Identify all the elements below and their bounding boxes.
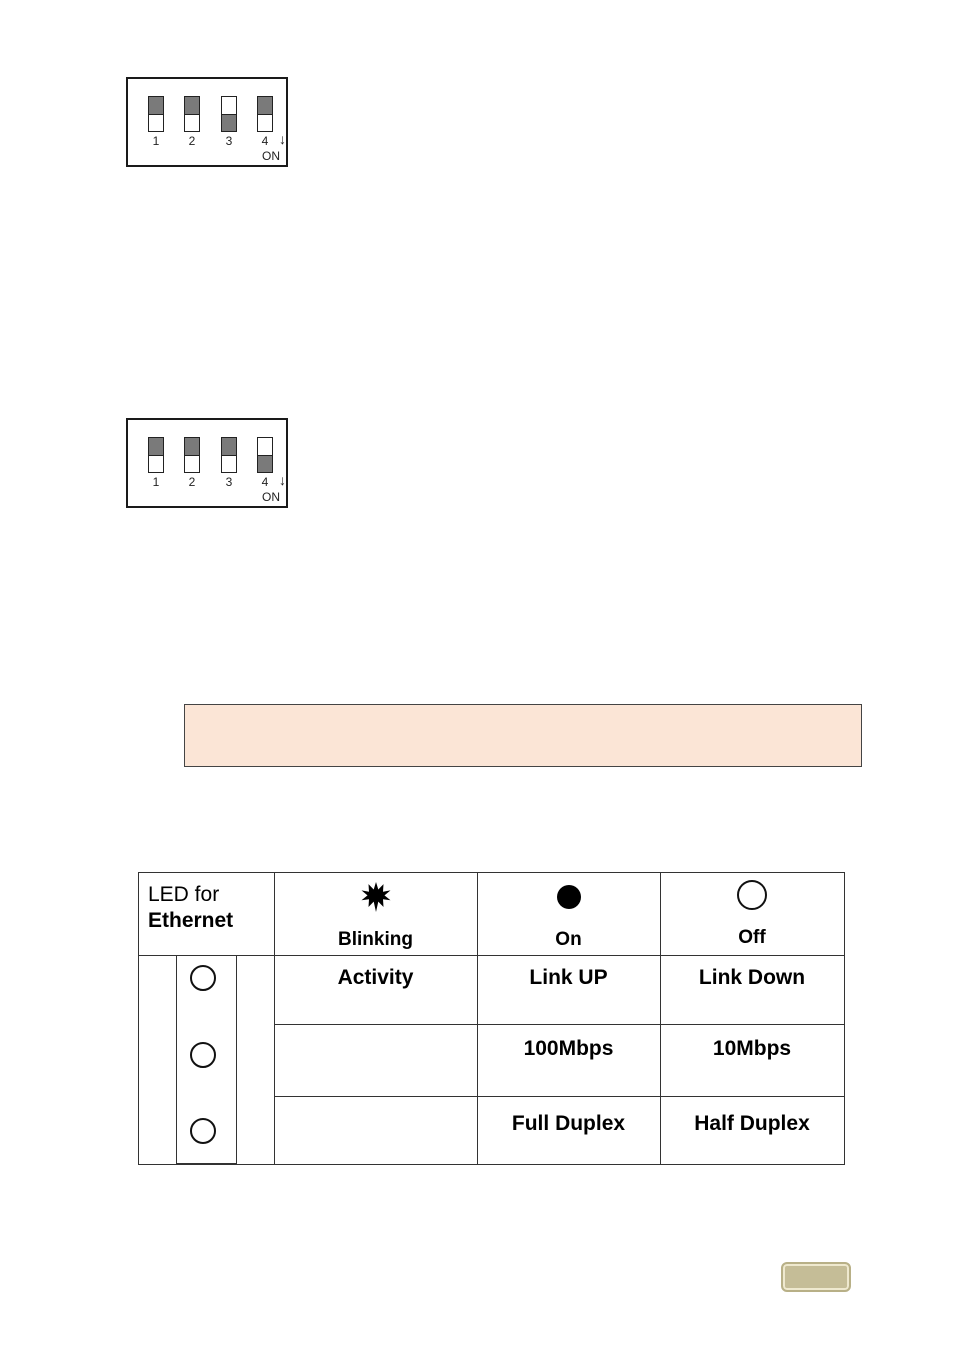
- dip-on-label: ON: [262, 149, 280, 163]
- filled-circle-icon: [557, 885, 581, 909]
- down-arrow-icon: ↓: [279, 472, 286, 488]
- dip-switch-1-knob: [148, 96, 164, 132]
- led-table-title-line1: LED for: [148, 883, 220, 906]
- note-box: [184, 704, 862, 767]
- dip-switch-number: 1: [152, 134, 160, 148]
- table-line: [274, 1024, 845, 1025]
- dip-switch-diagram-2: [126, 418, 288, 508]
- dip-switch-2-knob: [184, 96, 200, 132]
- dip-switch-number: 1: [152, 475, 160, 489]
- dip-switch-3-knob: [221, 96, 237, 132]
- cell-off-row2: 10Mbps: [712, 1037, 792, 1060]
- table-line: [138, 1164, 845, 1165]
- led-circle-icon: [190, 1118, 216, 1144]
- dip-switch-2-knob: [184, 437, 200, 473]
- dip-on-label: ON: [262, 490, 280, 504]
- led-circle-icon: [190, 1042, 216, 1068]
- cell-on-row3: Full Duplex: [511, 1112, 626, 1135]
- dip-switch-number: 2: [188, 475, 196, 489]
- table-line: [844, 872, 845, 1165]
- header-off: Off: [738, 927, 766, 948]
- dip-switch-number: 4: [261, 134, 269, 148]
- table-line: [138, 955, 845, 956]
- cell-on-row2: 100Mbps: [523, 1037, 614, 1060]
- dip-switch-1-knob: [148, 437, 164, 473]
- dip-switch-number: 3: [225, 134, 233, 148]
- cell-off-row1: Link Down: [698, 966, 806, 989]
- header-blinking: Blinking: [338, 929, 413, 950]
- dip-switch-4-knob: [257, 96, 273, 132]
- dip-switch-3-knob: [221, 437, 237, 473]
- led-strip-line: [236, 955, 237, 1165]
- dip-switch-number: 4: [261, 475, 269, 489]
- starburst-icon: [361, 882, 391, 912]
- led-circle-icon: [190, 965, 216, 991]
- table-line: [274, 872, 275, 1165]
- cell-on-row1: Link UP: [529, 966, 608, 989]
- led-strip-line: [176, 1163, 236, 1164]
- table-line: [138, 872, 139, 1165]
- dip-switch-diagram-1: [126, 77, 288, 167]
- dip-switch-4-knob: [257, 437, 273, 473]
- dip-switch-number: 3: [225, 475, 233, 489]
- page-number-badge: [781, 1262, 851, 1292]
- cell-blinking-row1: Activity: [337, 966, 414, 989]
- table-line: [138, 872, 845, 873]
- led-table-title-line2: Ethernet: [148, 909, 234, 932]
- table-line: [274, 1096, 845, 1097]
- dip-switch-number: 2: [188, 134, 196, 148]
- cell-off-row3: Half Duplex: [694, 1112, 810, 1135]
- down-arrow-icon: ↓: [279, 131, 286, 147]
- header-on: On: [555, 929, 582, 950]
- empty-circle-icon: [737, 880, 767, 910]
- led-strip-line: [176, 955, 177, 1165]
